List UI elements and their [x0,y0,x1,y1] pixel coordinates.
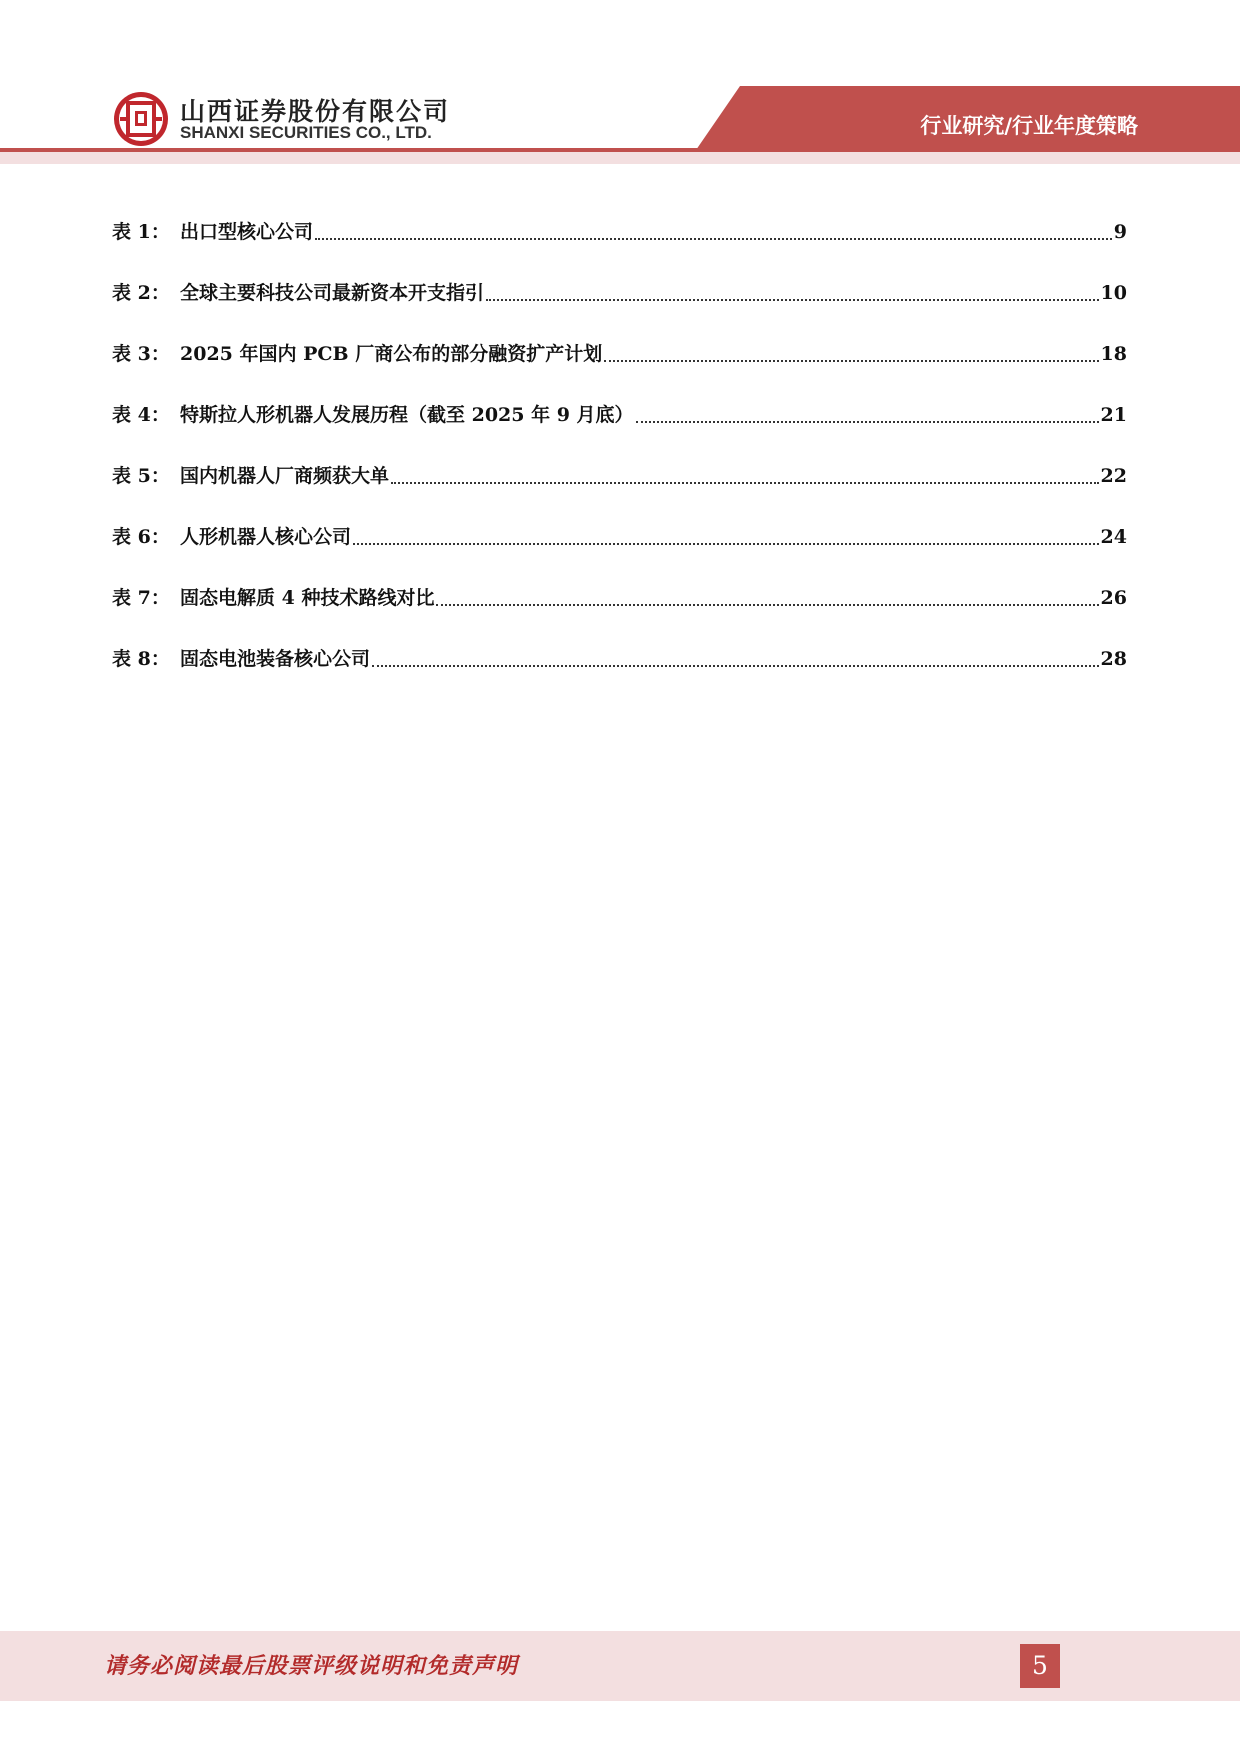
toc-entry[interactable] [112,397,1127,458]
toc-leader-dots [604,336,1098,362]
toc-entry-title: 全球主要科技公司最新资本开支指引 [180,282,485,304]
toc-entry-number: 表 1： [112,221,170,243]
toc-entry-number: 表 4： [112,404,170,426]
header-band [0,0,1240,170]
toc-leader-dots [353,519,1099,545]
toc-entry-title: 特斯拉人形机器人发展历程（截至 2025 年 9 月底） [180,404,634,426]
toc-entry-number: 表 5： [112,465,170,487]
toc-entry-title: 国内机器人厂商频获大单 [180,465,390,487]
toc-entry[interactable] [112,275,1127,336]
toc-entry[interactable] [112,336,1127,397]
toc-entry-number: 表 7： [112,587,170,609]
company-name-en: SHANXI SECURITIES CO., LTD. [180,123,432,142]
toc-entry-page: 28 [1100,648,1127,670]
company-name-cn: 山西证券股份有限公司 [180,97,451,126]
toc-leader-dots [486,275,1099,301]
toc-entry-page: 18 [1100,343,1127,365]
toc-entry-title: 人形机器人核心公司 [180,526,352,548]
toc-entry[interactable] [112,519,1127,580]
toc-leader-dots [436,580,1098,606]
toc-entry-title: 固态电池装备核心公司 [180,648,371,670]
toc-entry-page: 9 [1113,221,1127,243]
disclaimer-notice: 请务必阅读最后股票评级说明和免责声明 [104,1653,519,1679]
toc-entry[interactable] [112,458,1127,519]
toc-entry-title: 2025 年国内 PCB 厂商公布的部分融资扩产计划 [180,343,603,365]
toc-entry-number: 表 2： [112,282,170,304]
list-of-tables [112,214,1127,702]
shanxi-securities-logo-icon [112,90,170,148]
toc-entry-page: 22 [1100,465,1127,487]
toc-entry[interactable] [112,641,1127,702]
toc-entry-title: 出口型核心公司 [180,221,314,243]
toc-entry[interactable] [112,580,1127,641]
toc-entry-number: 表 8： [112,648,170,670]
page-number: 5 [1020,1644,1060,1688]
page-header [0,0,1240,170]
toc-entry-title: 固态电解质 4 种技术路线对比 [180,587,435,609]
toc-leader-dots [636,397,1099,423]
toc-leader-dots [372,641,1099,667]
toc-entry-number: 表 3： [112,343,170,365]
page-footer [0,1631,1240,1701]
toc-leader-dots [391,458,1099,484]
toc-entry-number: 表 6： [112,526,170,548]
toc-entry-page: 24 [1100,526,1127,548]
toc-entry[interactable] [112,214,1127,275]
toc-entry-page: 10 [1100,282,1127,304]
toc-entry-page: 21 [1100,404,1127,426]
toc-entry-page: 26 [1100,587,1127,609]
report-type: 行业研究/行业年度策略 [920,114,1138,138]
toc-leader-dots [315,214,1112,240]
